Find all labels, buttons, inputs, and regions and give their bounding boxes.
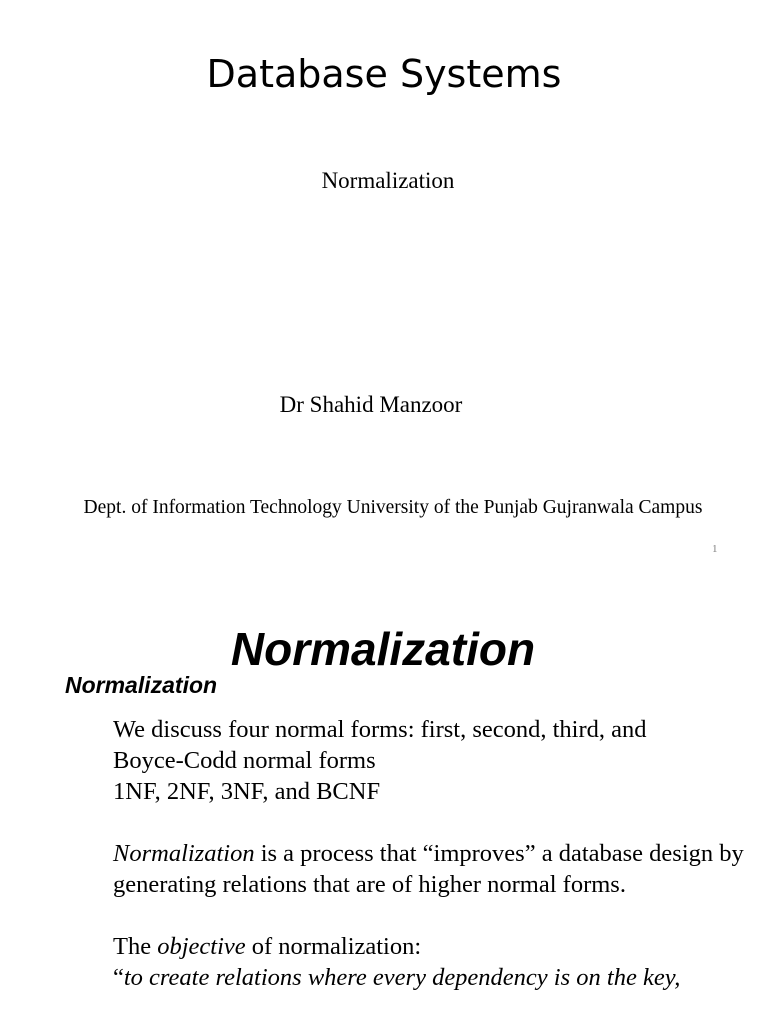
quote-line	[113, 962, 753, 993]
body-line: We discuss four normal forms: first, second, third, and	[113, 716, 647, 743]
slide-body	[113, 714, 753, 993]
spacer	[113, 807, 753, 838]
body-line: 1NF, 2NF, 3NF, and BCNF	[113, 778, 381, 805]
body-paragraph	[113, 931, 753, 962]
body-text: of normalization:	[245, 933, 422, 960]
body-line: Boyce-Codd normal forms	[113, 747, 376, 774]
section-heading: Normalization	[65, 672, 218, 698]
slide-title: Database Systems	[206, 52, 562, 96]
quote-mark: “	[113, 964, 124, 991]
body-paragraph	[113, 838, 753, 900]
department-line: Dept. of Information Technology University of the Punjab Gujranwala Campus	[83, 497, 703, 518]
quote-text: to create relations where every dependency is on the key,	[123, 964, 681, 991]
slide-title: Normalization	[230, 623, 536, 675]
spacer	[113, 900, 753, 931]
normalization-slide	[0, 580, 768, 1024]
emphasis-term: objective	[157, 933, 246, 960]
slide-subtitle: Normalization	[321, 168, 455, 193]
author-name: Dr Shahid Manzoor	[279, 392, 463, 417]
body-text: The	[113, 933, 158, 960]
page-number: 1	[712, 543, 718, 555]
emphasis-term: Normalization	[113, 840, 255, 867]
body-text: is a process that “improves” a database design by generating relations that are of higher normal forms.	[113, 840, 744, 898]
